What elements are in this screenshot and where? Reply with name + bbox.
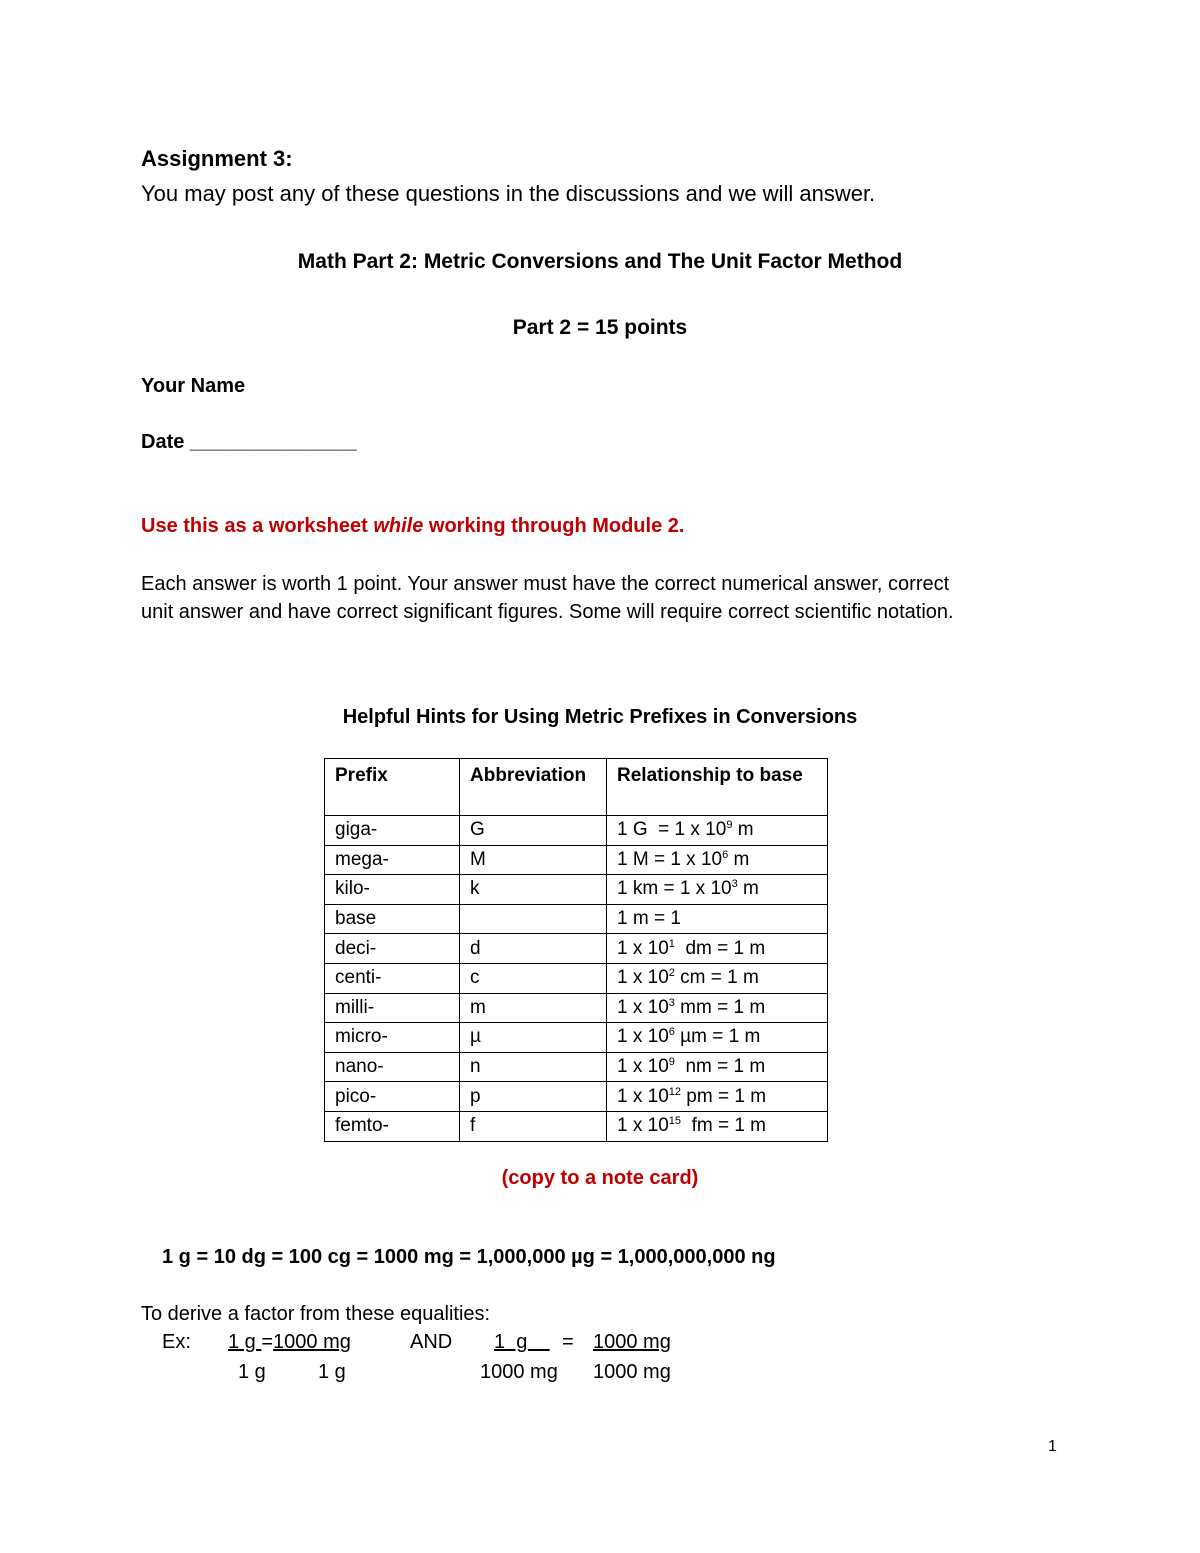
fraction-2-rhs-numerator: 1000 mg: [593, 1331, 671, 1353]
header-relationship: Relationship to base: [607, 759, 828, 816]
abbreviation-cell: d: [460, 934, 607, 964]
table-row: [325, 1023, 828, 1053]
equals-sign-2: =: [562, 1331, 574, 1353]
abbreviation-cell: p: [460, 1082, 607, 1112]
metric-prefix-table: [324, 758, 828, 1142]
relationship-unit-text: µm = 1 m: [674, 1026, 761, 1048]
abbreviation-cell: n: [460, 1052, 607, 1082]
points-heading: Part 2 = 15 points: [512, 316, 688, 339]
prefix-cell: base: [325, 904, 460, 934]
relationship-unit-text: nm = 1 m: [674, 1056, 766, 1078]
header-abbreviation: Abbreviation: [460, 759, 607, 816]
exponent: 2: [668, 967, 675, 980]
relationship-unit-text: m: [728, 848, 750, 870]
relationship-cell: [607, 845, 828, 875]
relationship-unit-text: pm = 1 m: [681, 1085, 767, 1107]
exponent: 1: [668, 937, 675, 950]
instructions-line-1: Each answer is worth 1 point. Your answer must have the correct numerical answer, correct: [141, 573, 950, 595]
relationship-unit-text: m: [732, 819, 754, 841]
relationship-cell: [607, 1082, 828, 1112]
exponent: 6: [668, 1026, 675, 1039]
relationship-base-text: 1 G = 1 x 10: [617, 819, 727, 841]
and-label: AND: [410, 1331, 453, 1353]
worksheet-text-pre: Use this as a worksheet: [141, 515, 374, 537]
exponent: 15: [668, 1115, 682, 1128]
relationship-base-text: 1 x 10: [617, 996, 669, 1018]
table-row: [325, 904, 828, 934]
prefix-cell: deci-: [325, 934, 460, 964]
denominator-1: 1 g: [238, 1361, 266, 1383]
numerator-1g: 1 g: [228, 1331, 262, 1353]
derive-intro: To derive a factor from these equalities:: [141, 1303, 491, 1325]
prefix-cell: kilo-: [325, 875, 460, 905]
relationship-base-text: 1 x 10: [617, 1056, 669, 1078]
abbreviation-cell: c: [460, 963, 607, 993]
assignment-title: Assignment 3:: [141, 146, 293, 171]
relationship-base-text: 1 x 10: [617, 967, 669, 989]
assignment-subtitle: You may post any of these questions in the discussions and we will answer.: [141, 181, 876, 206]
denominator-2: 1 g: [318, 1361, 346, 1383]
prefix-cell: milli-: [325, 993, 460, 1023]
relationship-unit-text: dm = 1 m: [674, 937, 766, 959]
abbreviation-cell: k: [460, 875, 607, 905]
relationship-cell: [607, 934, 828, 964]
date-field: [141, 431, 357, 454]
relationship-cell: [607, 1111, 828, 1141]
table-title: Helpful Hints for Using Metric Prefixes in Conversions: [342, 706, 858, 728]
relationship-cell: [607, 1052, 828, 1082]
denominator-4: 1000 mg: [593, 1361, 671, 1383]
table-row: [325, 934, 828, 964]
prefix-cell: femto-: [325, 1111, 460, 1141]
numerator-1000mg: 1000 mg: [273, 1331, 351, 1353]
table-header-row: [325, 759, 828, 816]
table-row: [325, 993, 828, 1023]
exponent: 6: [722, 848, 729, 861]
prefix-cell: giga-: [325, 816, 460, 846]
note-card-hint: (copy to a note card): [501, 1167, 699, 1189]
fraction-1-numerator: [228, 1331, 351, 1354]
relationship-cell: [607, 993, 828, 1023]
exponent: 9: [726, 819, 733, 832]
relationship-base-text: 1 M = 1 x 10: [617, 848, 723, 870]
relationship-base-text: 1 x 10: [617, 937, 669, 959]
abbreviation-cell: M: [460, 845, 607, 875]
page-number: 1: [1048, 1438, 1057, 1455]
fraction-2-numerator: 1 g: [494, 1331, 550, 1353]
relationship-base-text: 1 x 10: [617, 1085, 669, 1107]
table-row: [325, 875, 828, 905]
abbreviation-cell: [460, 904, 607, 934]
table-row: [325, 1052, 828, 1082]
example-label: Ex:: [162, 1331, 191, 1353]
exponent: 12: [668, 1085, 682, 1098]
abbreviation-cell: m: [460, 993, 607, 1023]
relationship-cell: [607, 963, 828, 993]
worksheet-text-post: working through Module 2.: [423, 515, 685, 537]
relationship-unit-text: cm = 1 m: [674, 967, 759, 989]
abbreviation-cell: f: [460, 1111, 607, 1141]
name-label: Your Name: [141, 375, 246, 397]
relationship-cell: [607, 816, 828, 846]
date-blank: _______________: [189, 431, 357, 453]
gram-equality: 1 g = 10 dg = 100 cg = 1000 mg = 1,000,000 µg = 1,000,000,000 ng: [162, 1246, 776, 1268]
relationship-cell: [607, 875, 828, 905]
abbreviation-cell: G: [460, 816, 607, 846]
exponent: 9: [668, 1056, 675, 1069]
denominator-3: 1000 mg: [480, 1361, 558, 1383]
relationship-base-text: 1 m = 1: [617, 908, 681, 930]
relationship-cell: [607, 1023, 828, 1053]
table-row: [325, 963, 828, 993]
prefix-cell: mega-: [325, 845, 460, 875]
section-heading: Math Part 2: Metric Conversions and The Unit Factor Method: [297, 250, 903, 273]
header-prefix: Prefix: [325, 759, 460, 816]
table-row: [325, 816, 828, 846]
relationship-base-text: 1 x 10: [617, 1115, 669, 1137]
relationship-cell: [607, 904, 828, 934]
exponent: 3: [731, 878, 738, 891]
relationship-base-text: 1 km = 1 x 10: [617, 878, 732, 900]
relationship-unit-text: fm = 1 m: [681, 1115, 767, 1137]
relationship-unit-text: mm = 1 m: [674, 996, 766, 1018]
table-row: [325, 845, 828, 875]
prefix-cell: micro-: [325, 1023, 460, 1053]
equals-sign-1: =: [261, 1331, 274, 1353]
worksheet-text-emphasis: while: [373, 515, 424, 537]
prefix-cell: nano-: [325, 1052, 460, 1082]
prefix-cell: centi-: [325, 963, 460, 993]
exponent: 3: [668, 996, 675, 1009]
worksheet-instruction: [141, 515, 684, 538]
table-row: [325, 1111, 828, 1141]
prefix-cell: pico-: [325, 1082, 460, 1112]
table-row: [325, 1082, 828, 1112]
abbreviation-cell: µ: [460, 1023, 607, 1053]
relationship-unit-text: m: [737, 878, 759, 900]
date-label: Date: [141, 431, 185, 453]
relationship-base-text: 1 x 10: [617, 1026, 669, 1048]
instructions-line-2: unit answer and have correct significant figures. Some will require correct scientific notation.: [141, 601, 954, 623]
